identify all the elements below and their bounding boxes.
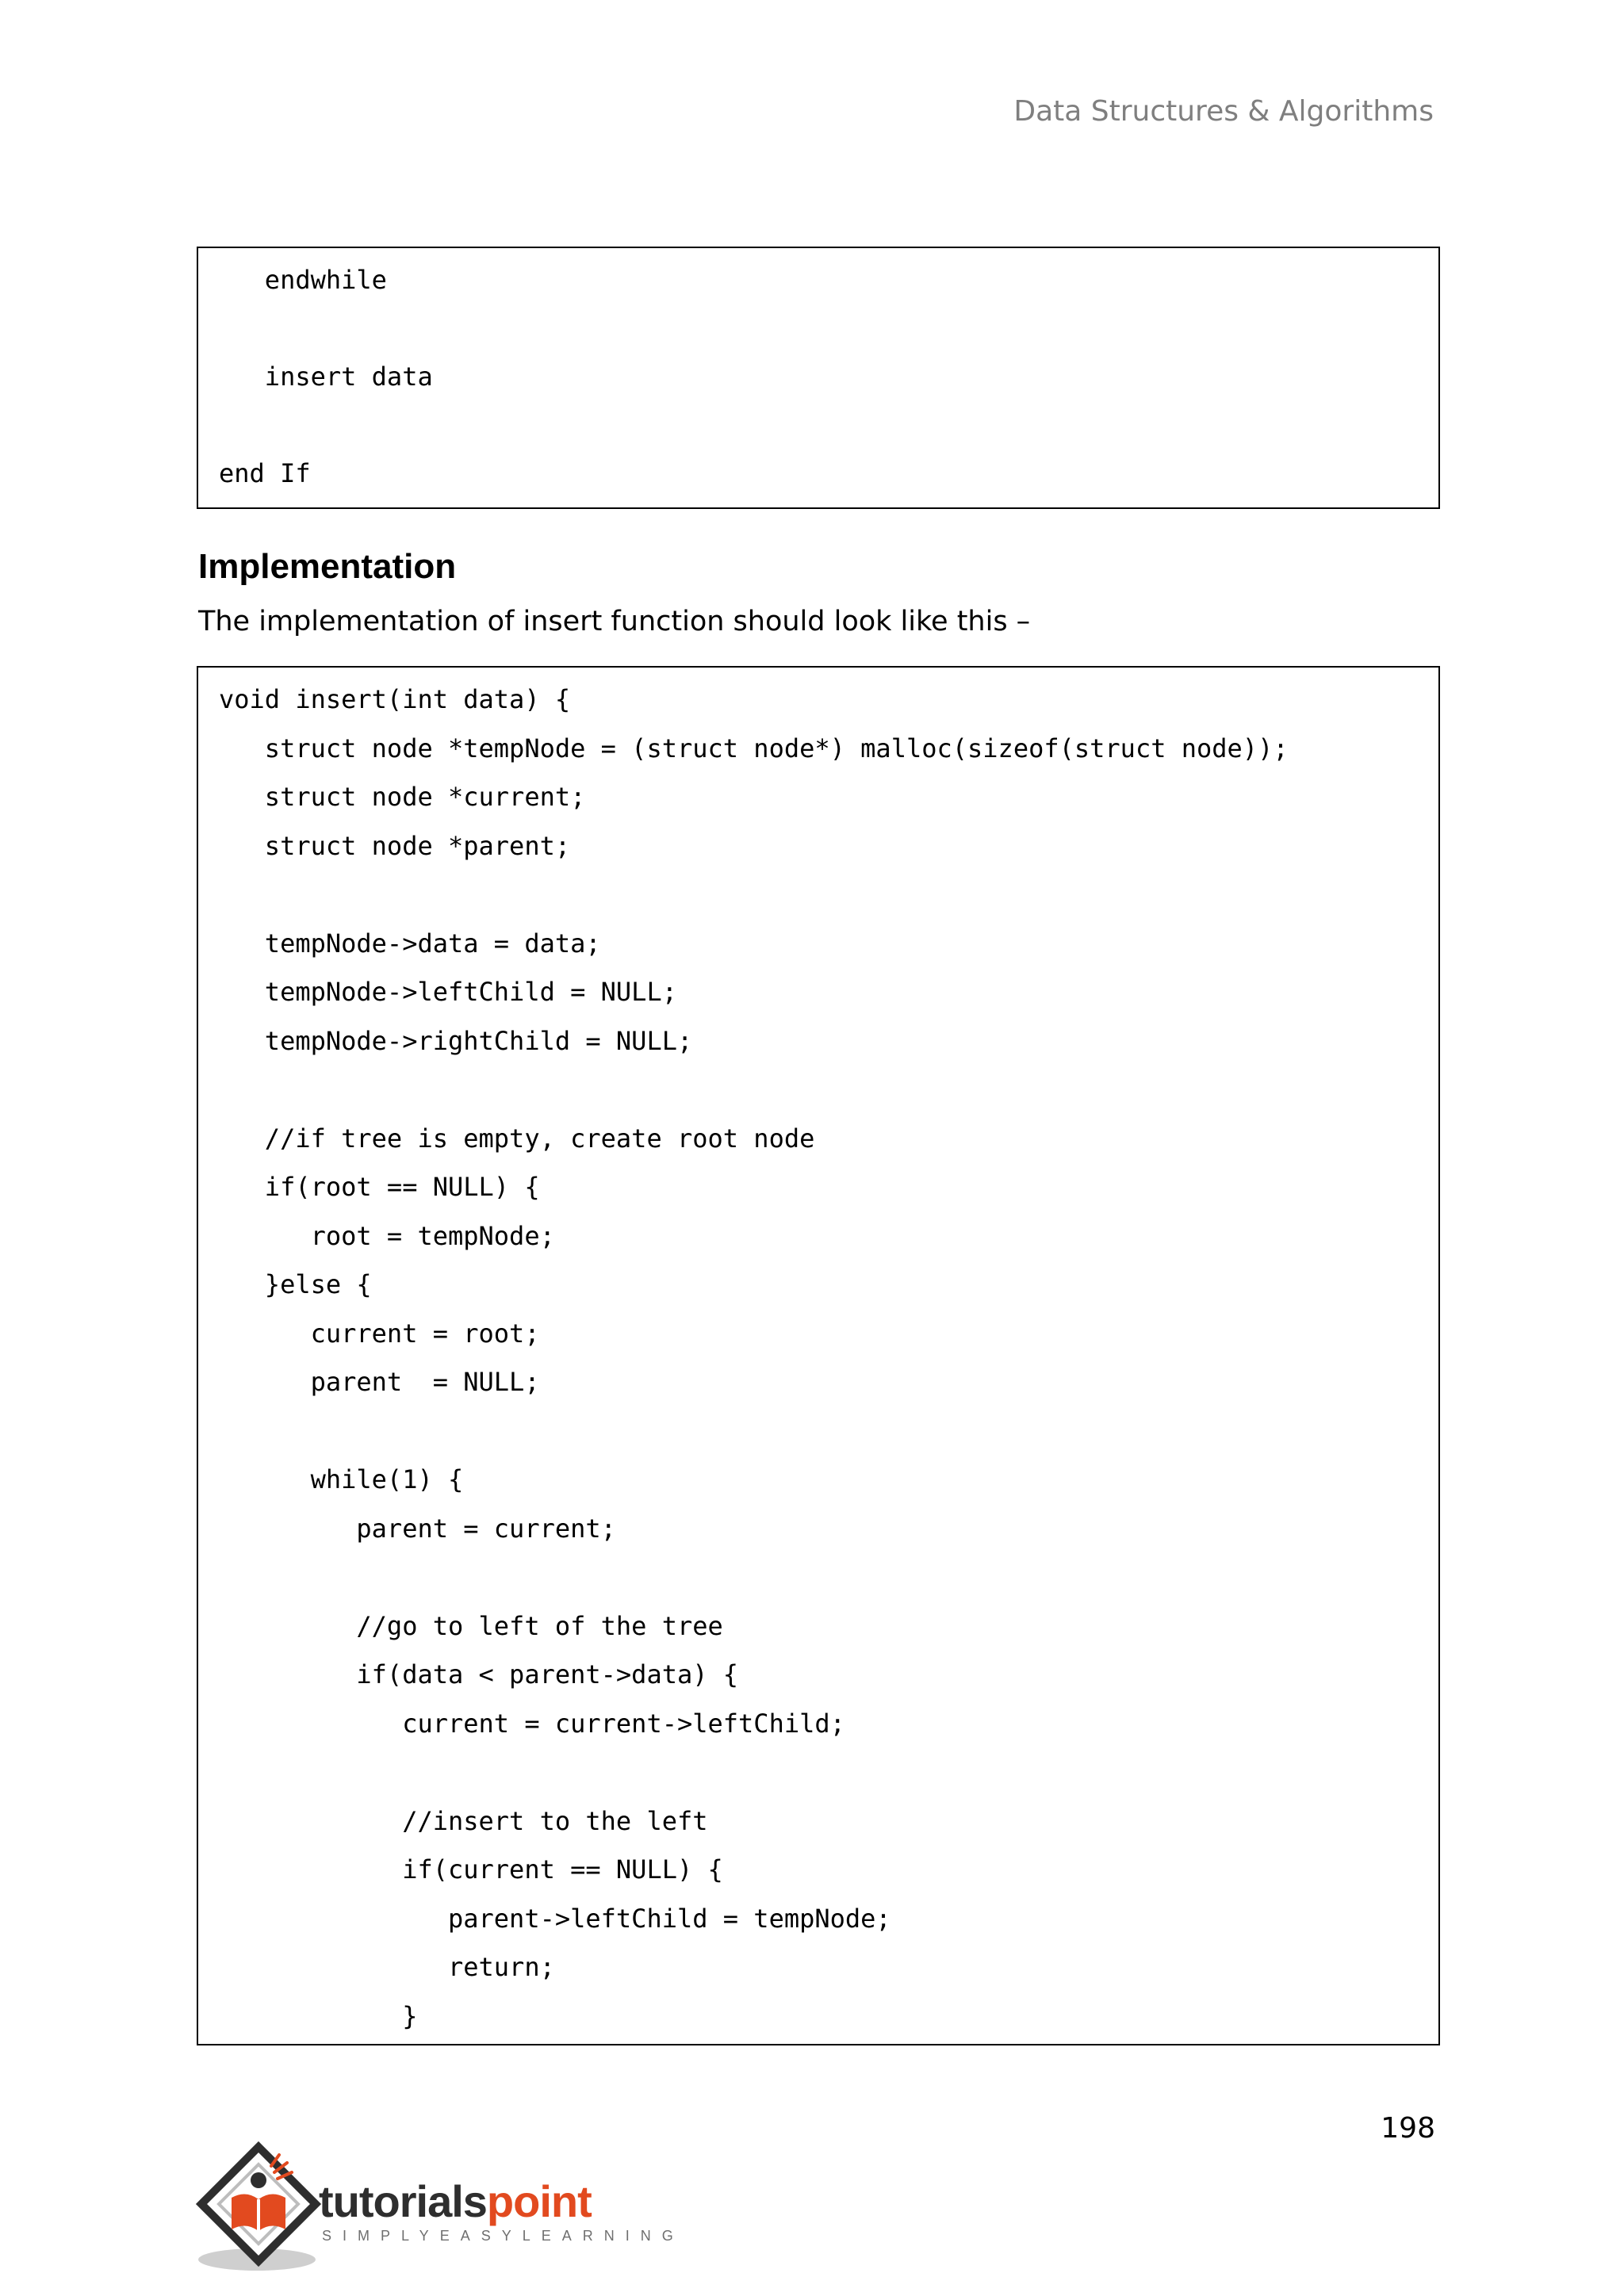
page-number: 198 (1381, 2112, 1435, 2145)
code-line: parent = NULL; (219, 1367, 540, 1397)
code-line (198, 1748, 1438, 1797)
code-line: }else { (219, 1269, 372, 1299)
code-line: insert data (219, 362, 433, 392)
logo-emblem-icon (195, 2141, 322, 2275)
code-line: void insert(int data) { (219, 684, 571, 714)
code-line: tempNode->leftChild = NULL; (219, 977, 677, 1007)
code-line: parent = current; (219, 1513, 616, 1544)
logo-word-point: point (486, 2176, 592, 2226)
logo-word-tutorials: tutorials (319, 2176, 487, 2226)
logo-wordmark (319, 2175, 592, 2227)
code-block-implementation (197, 666, 1440, 2045)
code-line: tempNode->rightChild = NULL; (219, 1025, 693, 1056)
code-line: } (219, 2000, 418, 2031)
code-line: if(data < parent->data) { (219, 1659, 739, 1689)
code-line: while(1) { (219, 1464, 464, 1494)
code-line: //insert to the left (219, 1805, 708, 1836)
code-line (198, 1066, 1438, 1115)
code-line: parent->leftChild = tempNode; (219, 1903, 891, 1934)
code-line: root = tempNode; (219, 1220, 555, 1251)
tutorialspoint-logo (195, 2141, 684, 2275)
code-line: if(current == NULL) { (219, 1854, 723, 1885)
code-line: endwhile (219, 265, 387, 295)
code-line: end If (219, 458, 311, 488)
running-header: Data Structures & Algorithms (1013, 95, 1434, 128)
section-heading: Implementation (198, 547, 457, 586)
intro-paragraph: The implementation of insert function should look like this – (198, 606, 1031, 637)
code-line: //go to left of the tree (219, 1610, 723, 1641)
code-line: struct node *tempNode = (struct node*) malloc(sizeof(struct node)); (219, 733, 1289, 763)
code-line (198, 1553, 1438, 1602)
code-line: struct node *parent; (219, 830, 571, 861)
code-line (198, 871, 1438, 920)
code-line: tempNode->data = data; (219, 928, 601, 959)
code-line (198, 1407, 1438, 1456)
logo-tagline: SIMPLYEASYLEARNING (322, 2228, 684, 2244)
code-line: //if tree is empty, create root node (219, 1123, 815, 1154)
code-line: struct node *current; (219, 782, 586, 812)
code-block-pseudocode (197, 247, 1440, 509)
code-line: current = root; (219, 1318, 540, 1349)
code-line: current = current->leftChild; (219, 1708, 845, 1739)
code-line: if(root == NULL) { (219, 1172, 540, 1202)
code-line: return; (219, 1952, 555, 1982)
